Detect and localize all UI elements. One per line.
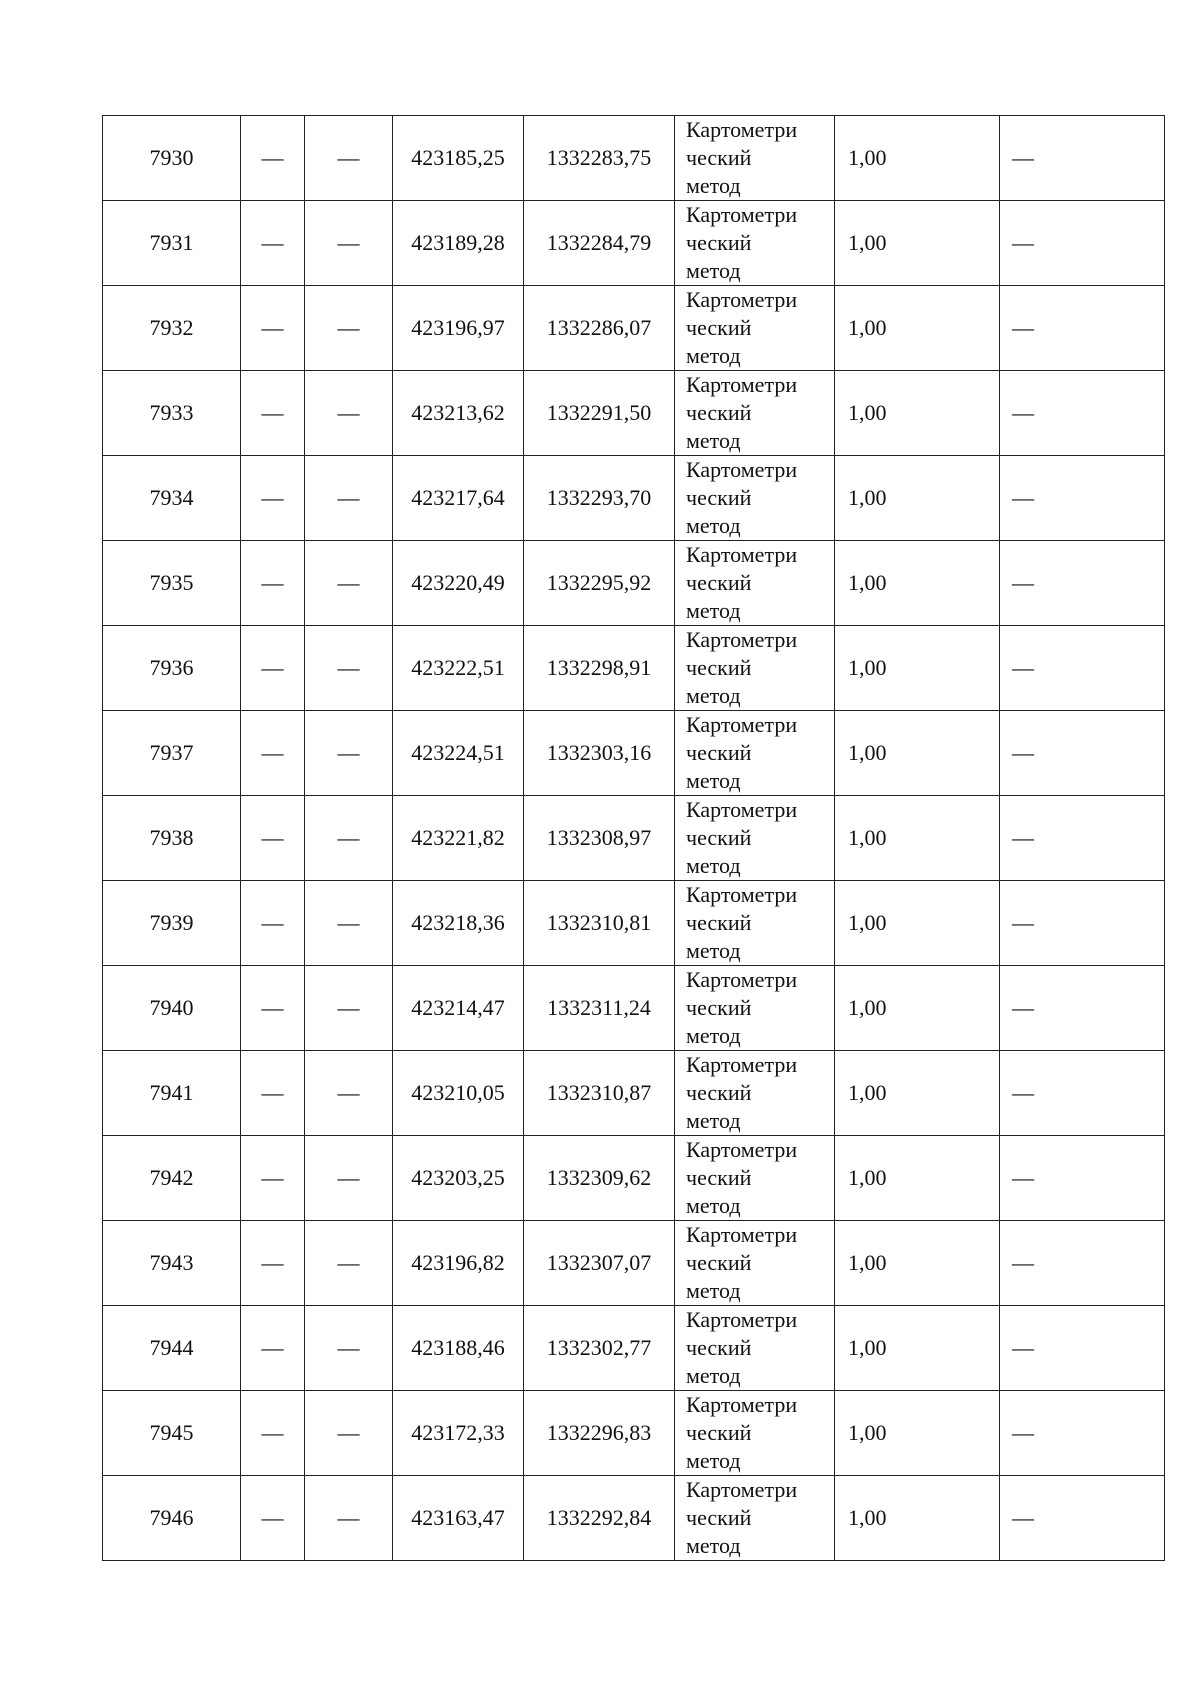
method-text-line: метод: [686, 513, 741, 538]
y-coordinate-cell: 1332302,77: [524, 1306, 675, 1391]
accuracy-cell: 1,00: [835, 1051, 1000, 1136]
method-text-line: Картометри: [686, 287, 798, 312]
column-8-cell: —: [1000, 456, 1165, 541]
table-body: [103, 116, 1165, 1561]
method-cell: [675, 1136, 835, 1221]
method-text-line: метод: [686, 258, 741, 283]
method-text-line: Картометри: [686, 797, 798, 822]
accuracy-cell: 1,00: [835, 1476, 1000, 1561]
point-number-cell: 7945: [103, 1391, 241, 1476]
column-3-cell: —: [305, 1306, 393, 1391]
method-text-line: ческий: [686, 230, 752, 255]
table-row: [103, 711, 1165, 796]
point-number-cell: 7937: [103, 711, 241, 796]
method-cell: [675, 1051, 835, 1136]
column-2-cell: —: [241, 1306, 305, 1391]
y-coordinate-cell: 1332311,24: [524, 966, 675, 1051]
x-coordinate-cell: 423210,05: [393, 1051, 524, 1136]
column-3-cell: —: [305, 1051, 393, 1136]
accuracy-cell: 1,00: [835, 966, 1000, 1051]
column-3-cell: —: [305, 286, 393, 371]
column-3-cell: —: [305, 881, 393, 966]
column-8-cell: —: [1000, 1221, 1165, 1306]
method-text-line: Картометри: [686, 1052, 798, 1077]
method-text-line: метод: [686, 598, 741, 623]
column-3-cell: —: [305, 966, 393, 1051]
x-coordinate-cell: 423224,51: [393, 711, 524, 796]
x-coordinate-cell: 423221,82: [393, 796, 524, 881]
column-2-cell: —: [241, 626, 305, 711]
column-3-cell: —: [305, 1476, 393, 1561]
method-text-line: Картометри: [686, 1307, 798, 1332]
x-coordinate-cell: 423213,62: [393, 371, 524, 456]
column-3-cell: —: [305, 711, 393, 796]
table-row: [103, 286, 1165, 371]
method-cell: [675, 1306, 835, 1391]
point-number-cell: 7941: [103, 1051, 241, 1136]
column-2-cell: —: [241, 711, 305, 796]
column-3-cell: —: [305, 626, 393, 711]
method-text-line: Картометри: [686, 627, 798, 652]
y-coordinate-cell: 1332296,83: [524, 1391, 675, 1476]
point-number-cell: 7946: [103, 1476, 241, 1561]
method-text-line: Картометри: [686, 712, 798, 737]
accuracy-cell: 1,00: [835, 796, 1000, 881]
method-text-line: ческий: [686, 1335, 752, 1360]
method-text-line: метод: [686, 938, 741, 963]
method-cell: [675, 201, 835, 286]
coordinates-table: [102, 115, 1165, 1561]
table-row: [103, 201, 1165, 286]
point-number-cell: 7933: [103, 371, 241, 456]
method-text-line: Картометри: [686, 1392, 798, 1417]
method-cell: [675, 1476, 835, 1561]
method-text-line: метод: [686, 1193, 741, 1218]
point-number-cell: 7934: [103, 456, 241, 541]
method-text-line: Картометри: [686, 1137, 798, 1162]
accuracy-cell: 1,00: [835, 541, 1000, 626]
table-row: [103, 1136, 1165, 1221]
point-number-cell: 7942: [103, 1136, 241, 1221]
table-row: [103, 541, 1165, 626]
point-number-cell: 7938: [103, 796, 241, 881]
method-cell: [675, 796, 835, 881]
method-text-line: ческий: [686, 1505, 752, 1530]
point-number-cell: 7932: [103, 286, 241, 371]
accuracy-cell: 1,00: [835, 456, 1000, 541]
method-cell: [675, 1221, 835, 1306]
method-text-line: ческий: [686, 910, 752, 935]
column-8-cell: —: [1000, 881, 1165, 966]
method-text-line: Картометри: [686, 202, 798, 227]
accuracy-cell: 1,00: [835, 1391, 1000, 1476]
column-2-cell: —: [241, 1221, 305, 1306]
column-2-cell: —: [241, 1391, 305, 1476]
point-number-cell: 7940: [103, 966, 241, 1051]
y-coordinate-cell: 1332293,70: [524, 456, 675, 541]
x-coordinate-cell: 423172,33: [393, 1391, 524, 1476]
method-text-line: ческий: [686, 995, 752, 1020]
column-2-cell: —: [241, 201, 305, 286]
method-text-line: ческий: [686, 1250, 752, 1275]
accuracy-cell: 1,00: [835, 1136, 1000, 1221]
column-8-cell: —: [1000, 286, 1165, 371]
column-3-cell: —: [305, 541, 393, 626]
point-number-cell: 7936: [103, 626, 241, 711]
table-row: [103, 966, 1165, 1051]
method-text-line: метод: [686, 428, 741, 453]
y-coordinate-cell: 1332307,07: [524, 1221, 675, 1306]
column-2-cell: —: [241, 796, 305, 881]
column-8-cell: —: [1000, 626, 1165, 711]
x-coordinate-cell: 423188,46: [393, 1306, 524, 1391]
column-8-cell: —: [1000, 201, 1165, 286]
point-number-cell: 7943: [103, 1221, 241, 1306]
column-3-cell: —: [305, 371, 393, 456]
column-2-cell: —: [241, 116, 305, 201]
column-8-cell: —: [1000, 1306, 1165, 1391]
method-text-line: ческий: [686, 740, 752, 765]
y-coordinate-cell: 1332292,84: [524, 1476, 675, 1561]
point-number-cell: 7931: [103, 201, 241, 286]
column-2-cell: —: [241, 1476, 305, 1561]
x-coordinate-cell: 423217,64: [393, 456, 524, 541]
method-cell: [675, 456, 835, 541]
x-coordinate-cell: 423196,97: [393, 286, 524, 371]
column-2-cell: —: [241, 1136, 305, 1221]
column-2-cell: —: [241, 966, 305, 1051]
method-text-line: ческий: [686, 570, 752, 595]
method-text-line: ческий: [686, 400, 752, 425]
table-row: [103, 1391, 1165, 1476]
x-coordinate-cell: 423220,49: [393, 541, 524, 626]
method-text-line: Картометри: [686, 372, 798, 397]
column-8-cell: —: [1000, 1136, 1165, 1221]
column-8-cell: —: [1000, 371, 1165, 456]
method-cell: [675, 626, 835, 711]
method-text-line: ческий: [686, 825, 752, 850]
x-coordinate-cell: 423203,25: [393, 1136, 524, 1221]
method-text-line: метод: [686, 683, 741, 708]
method-cell: [675, 1391, 835, 1476]
point-number-cell: 7944: [103, 1306, 241, 1391]
method-text-line: метод: [686, 1278, 741, 1303]
method-text-line: метод: [686, 1108, 741, 1133]
method-text-line: метод: [686, 343, 741, 368]
column-3-cell: —: [305, 1391, 393, 1476]
column-2-cell: —: [241, 541, 305, 626]
column-8-cell: —: [1000, 966, 1165, 1051]
y-coordinate-cell: 1332291,50: [524, 371, 675, 456]
method-text-line: метод: [686, 768, 741, 793]
method-text-line: Картометри: [686, 882, 798, 907]
column-3-cell: —: [305, 116, 393, 201]
y-coordinate-cell: 1332310,81: [524, 881, 675, 966]
method-text-line: Картометри: [686, 967, 798, 992]
accuracy-cell: 1,00: [835, 881, 1000, 966]
y-coordinate-cell: 1332310,87: [524, 1051, 675, 1136]
y-coordinate-cell: 1332308,97: [524, 796, 675, 881]
method-text-line: метод: [686, 1448, 741, 1473]
column-2-cell: —: [241, 456, 305, 541]
x-coordinate-cell: 423163,47: [393, 1476, 524, 1561]
point-number-cell: 7930: [103, 116, 241, 201]
method-text-line: Картометри: [686, 1222, 798, 1247]
method-text-line: ческий: [686, 145, 752, 170]
x-coordinate-cell: 423218,36: [393, 881, 524, 966]
accuracy-cell: 1,00: [835, 201, 1000, 286]
column-8-cell: —: [1000, 116, 1165, 201]
table-row: [103, 1476, 1165, 1561]
table-row: [103, 1051, 1165, 1136]
table-row: [103, 1221, 1165, 1306]
method-text-line: метод: [686, 173, 741, 198]
x-coordinate-cell: 423222,51: [393, 626, 524, 711]
method-text-line: метод: [686, 1363, 741, 1388]
column-3-cell: —: [305, 456, 393, 541]
accuracy-cell: 1,00: [835, 116, 1000, 201]
column-3-cell: —: [305, 796, 393, 881]
accuracy-cell: 1,00: [835, 1221, 1000, 1306]
column-2-cell: —: [241, 371, 305, 456]
method-text-line: ческий: [686, 315, 752, 340]
method-text-line: Картометри: [686, 457, 798, 482]
table-row: [103, 456, 1165, 541]
method-text-line: ческий: [686, 485, 752, 510]
column-3-cell: —: [305, 1136, 393, 1221]
method-cell: [675, 541, 835, 626]
method-text-line: ческий: [686, 1165, 752, 1190]
table-row: [103, 116, 1165, 201]
y-coordinate-cell: 1332309,62: [524, 1136, 675, 1221]
x-coordinate-cell: 423214,47: [393, 966, 524, 1051]
method-cell: [675, 371, 835, 456]
x-coordinate-cell: 423189,28: [393, 201, 524, 286]
x-coordinate-cell: 423185,25: [393, 116, 524, 201]
table-row: [103, 1306, 1165, 1391]
column-8-cell: —: [1000, 796, 1165, 881]
method-cell: [675, 881, 835, 966]
column-3-cell: —: [305, 1221, 393, 1306]
point-number-cell: 7939: [103, 881, 241, 966]
y-coordinate-cell: 1332303,16: [524, 711, 675, 796]
column-8-cell: —: [1000, 541, 1165, 626]
method-text-line: Картометри: [686, 542, 798, 567]
y-coordinate-cell: 1332284,79: [524, 201, 675, 286]
y-coordinate-cell: 1332298,91: [524, 626, 675, 711]
method-cell: [675, 286, 835, 371]
method-text-line: ческий: [686, 1420, 752, 1445]
accuracy-cell: 1,00: [835, 711, 1000, 796]
column-2-cell: —: [241, 1051, 305, 1136]
x-coordinate-cell: 423196,82: [393, 1221, 524, 1306]
column-8-cell: —: [1000, 1476, 1165, 1561]
column-8-cell: —: [1000, 1051, 1165, 1136]
table-row: [103, 796, 1165, 881]
accuracy-cell: 1,00: [835, 286, 1000, 371]
table-row: [103, 371, 1165, 456]
method-text-line: Картометри: [686, 1477, 798, 1502]
y-coordinate-cell: 1332283,75: [524, 116, 675, 201]
method-cell: [675, 116, 835, 201]
method-text-line: метод: [686, 1023, 741, 1048]
method-cell: [675, 966, 835, 1051]
column-8-cell: —: [1000, 1391, 1165, 1476]
accuracy-cell: 1,00: [835, 371, 1000, 456]
column-8-cell: —: [1000, 711, 1165, 796]
method-cell: [675, 711, 835, 796]
accuracy-cell: 1,00: [835, 626, 1000, 711]
method-text-line: метод: [686, 853, 741, 878]
y-coordinate-cell: 1332295,92: [524, 541, 675, 626]
column-2-cell: —: [241, 881, 305, 966]
table-row: [103, 881, 1165, 966]
point-number-cell: 7935: [103, 541, 241, 626]
y-coordinate-cell: 1332286,07: [524, 286, 675, 371]
column-2-cell: —: [241, 286, 305, 371]
accuracy-cell: 1,00: [835, 1306, 1000, 1391]
method-text-line: Картометри: [686, 117, 798, 142]
table-row: [103, 626, 1165, 711]
column-3-cell: —: [305, 201, 393, 286]
method-text-line: метод: [686, 1533, 741, 1558]
method-text-line: ческий: [686, 1080, 752, 1105]
method-text-line: ческий: [686, 655, 752, 680]
